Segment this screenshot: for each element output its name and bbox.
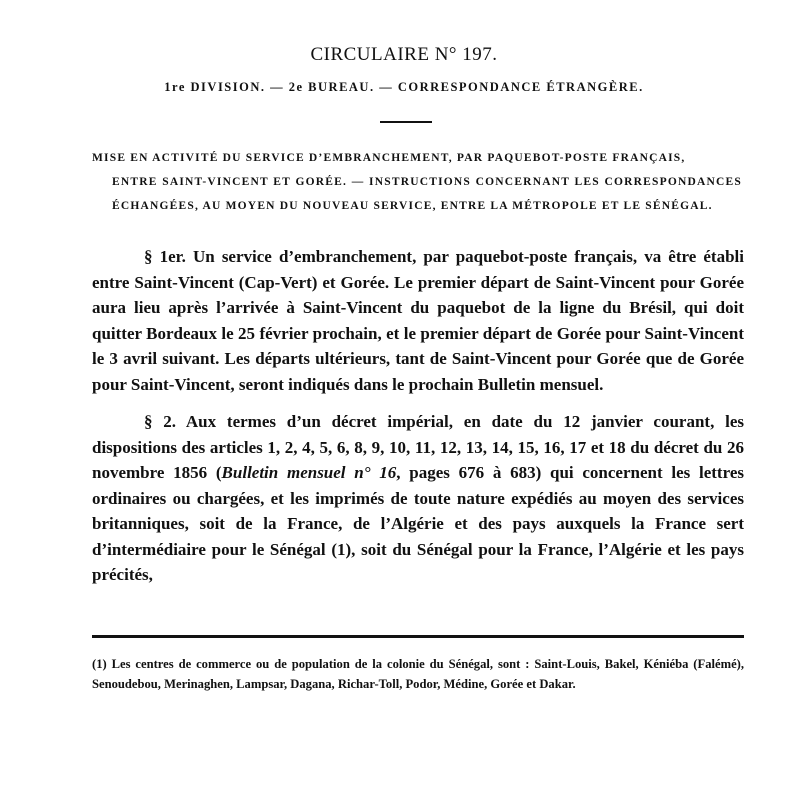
summary-first-line: MISE EN ACTIVITÉ DU SERVICE D’EMBRANCHEMENT, PAR PAQUEBOT-POSTE FRANÇAIS,: [92, 152, 686, 164]
summary-block: [92, 146, 742, 218]
footnote-divider: [92, 635, 744, 638]
division-subtitle: 1re DIVISION. — 2e BUREAU. — CORRESPONDANCE ÉTRANGÈRE.: [164, 80, 644, 94]
footnote: (1) Les centres de commerce ou de population de la colonie du Sénégal, sont : Saint-Louis, Bakel, Kéniéba (Falémé), Senoudebou, Merinaghen, Lampsar, Dagana, Richar-Toll, Podor, Médine, Gorée et Dakar.: [92, 657, 744, 691]
paragraph-2: [92, 409, 744, 588]
paragraph-2-end: , pages 676 à 683) qui concernent les lettres ordinaires ou chargées, et les imprimés de toute nature expédiés au moyen des services britanniques, soit de la France, de l’Algérie et des pays auxquels la France sert d’intermédiaire pour le Sénégal (1), soit du Sénégal pour la France, l’Algérie et les pays précités,: [92, 463, 744, 584]
bulletin-reference: Bulletin mensuel n° 16: [221, 463, 397, 482]
body-text: [92, 244, 744, 600]
title-divider: [380, 121, 432, 123]
paragraph-1: § 1er. Un service d’embranchement, par paquebot-poste français, va être établi entre Saint-Vincent (Cap-Vert) et Gorée. Le premier départ de Saint-Vincent pour Gorée aura lieu après l’arrivée à Saint-Vincent du paquebot de la ligne du Brésil, qui doit quitter Bordeaux le 25 février prochain, et le premier départ de Gorée pour Saint-Vincent le 3 avril suivant. Les départs ultérieurs, tant de Saint-Vincent pour Gorée que de Gorée pour Saint-Vincent, seront indiqués dans le prochain Bulletin mensuel.: [92, 247, 744, 394]
paragraph-2-start: § 2. Aux termes d’un décret impérial, en date du 12 janvier courant, les dispositions des articles 1, 2, 4, 5, 6, 8, 9, 10, 11, 12, 13, 14, 15, 16, 17 et 18 du décret du 26 novembre 1856 (: [92, 412, 744, 482]
summary-rest: ENTRE SAINT-VINCENT ET GORÉE. — INSTRUCTIONS CONCERNANT LES CORRESPONDANCES ÉCHANGÉES, AU MOYEN DU NOUVEAU SERVICE, ENTRE LA MÉTROPOLE ET LE SÉNÉGAL.: [112, 176, 742, 212]
circular-title: CIRCULAIRE N° 197.: [310, 44, 498, 65]
